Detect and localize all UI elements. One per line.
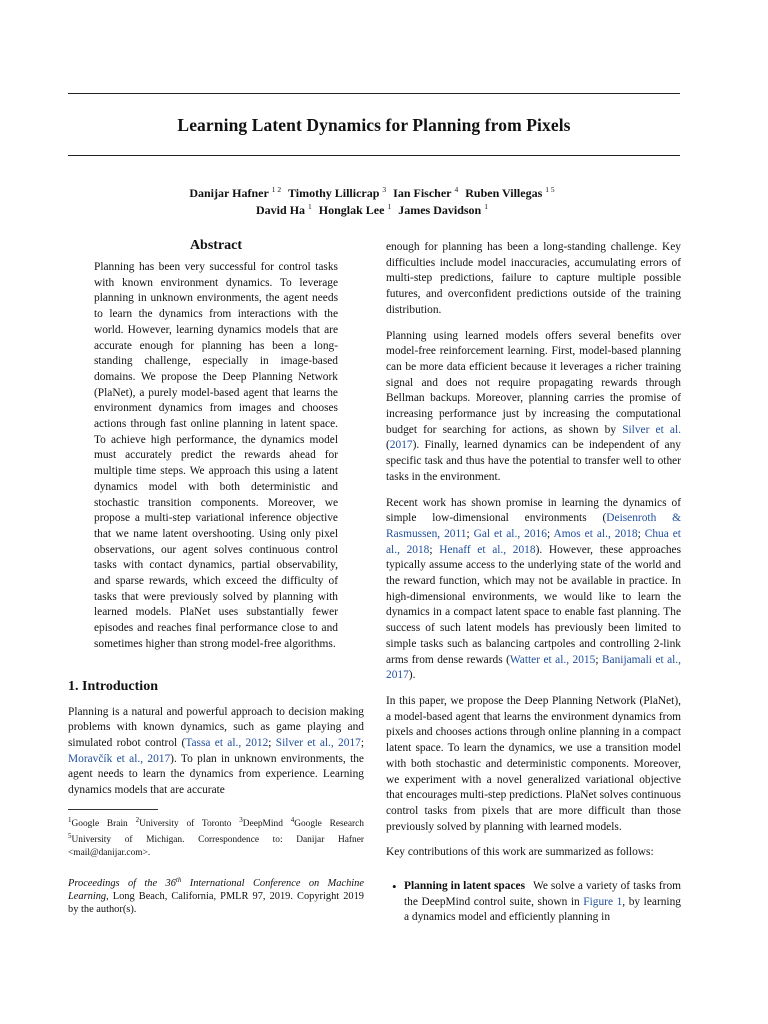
citation-link[interactable]: Henaff et al., 2018 — [439, 543, 536, 556]
abstract-text: Planning has been very successful for control tasks with known environment dynamics. To leverage planning in unknown environments, the agent needs to learn the dynamics from interactions with the world. However, learning dynamics models that are accurate enough for planning has been a long-standing challenge, especially in image-based domains. We propose the Deep Planning Network (PlaNet), a purely model-based agent that learns the environment dynamics from images and chooses actions through fast online planning in latent space. To achieve high performance, the dynamics model must accurately predict the rewards ahead for multiple time steps. We approach this using a latent dynamics model with both deterministic and stochastic transition components. Moreover, we propose a multi-step variational inference objective that we name latent overshooting. Using only pixel observations, our agent solves continuous control tasks with contact dynamics, partial observability, and sparse rewards, which exceed the difficulty of tasks that were previously solved by planning with learned models. PlaNet uses substantially fewer episodes and reaches final performance close to and sometimes higher than strong model-free algorithms. — [94, 261, 338, 650]
text-span: Planning is a natural and powerful approach to decision making problems with known dynamics, such as game playing and simulated robot control ( — [68, 705, 364, 749]
citation-link[interactable]: Amos et al., 2018 — [553, 527, 638, 540]
citation-link[interactable]: Silver et al., 2017 — [275, 736, 361, 749]
body-paragraph — [386, 496, 681, 684]
text-span: ). To plan in unknown environments, the agent needs to learn the dynamics from experience. Learning dynamics models that are accurate — [68, 752, 364, 797]
footnote-mark: 1 — [68, 815, 72, 824]
title-bottom-rule — [68, 155, 680, 156]
body-paragraph: In this paper, we propose the Deep Planning Network (PlaNet), a model-based agent that learns the environment dynamics from pixels and chooses actions through online planning in a compact latent space. To learn the dynamics, we use a transition model with both stochastic and deterministic components. Moreover, we experiment with a novel generalized variational objective that encourages multi-step predictions. PlaNet solves continuous control tasks from pixels that are more difficult than those previously solved by planning with learned models. — [386, 694, 681, 833]
body-paragraph: enough for planning has been a long-standing challenge. Key difficulties include model inaccuracies, accumulating errors of multi-step predictions, failure to capture multiple possible futures, and overconfident predictions outside of the training distribution. — [386, 241, 681, 316]
text-span: , Long Beach, California, PMLR 97, 2019. Copyright 2019 by the author(s). — [68, 890, 364, 916]
bullet-icon: • — [392, 879, 397, 895]
author-name: Honglak Lee — [318, 203, 385, 217]
citation-link[interactable]: Deisenroth & Rasmussen, 2011 — [386, 512, 681, 540]
figure-link[interactable]: Figure 1 — [583, 895, 623, 908]
body-paragraph — [386, 329, 681, 486]
author-affiliation: 1 — [484, 202, 488, 211]
abstract-heading: Abstract — [189, 238, 243, 253]
citation-link[interactable]: Chua et al., 2018 — [386, 527, 681, 556]
introduction-heading: 1. Introduction — [68, 678, 158, 694]
contribution-bullet — [386, 879, 681, 926]
text-span: , by learning a dynamics model and efficiently planning in — [404, 895, 681, 924]
text-span: ; — [466, 527, 474, 540]
top-rule — [68, 93, 680, 94]
author-name: Danijar Hafner — [189, 186, 269, 200]
text-span: ). Finally, learned dynamics can be independent of any specific task and thus have the potential to transfer well to other tasks in the environment. — [386, 439, 681, 483]
footnote-mark: 2 — [135, 815, 140, 824]
text-span: University of Michigan. Correspondence to: Danijar Hafner <mail@danijar.com>. — [68, 835, 364, 858]
author-name: Ruben Villegas — [465, 186, 543, 200]
footnote-mark: 4 — [290, 815, 295, 824]
text-span: ; — [268, 736, 276, 749]
text-span: Recent work has shown promise in learning the dynamics of simple low-dimensional environments ( — [386, 496, 681, 525]
author-name: David Ha — [256, 203, 306, 217]
paper-title: Learning Latent Dynamics for Planning from Pixels — [177, 115, 571, 135]
author-affiliation: 4 — [454, 185, 459, 194]
authors-line-2 — [68, 198, 680, 219]
right-column — [386, 240, 681, 926]
footnote-mark: 3 — [239, 815, 243, 824]
text-span: ). — [408, 669, 416, 682]
author-affiliation: 3 — [382, 185, 387, 194]
author-name: James Davidson — [398, 203, 482, 217]
text-span: Proceedings of the 36 — [68, 877, 176, 889]
citation-link[interactable]: 2017 — [389, 439, 413, 452]
text-span: ; — [595, 653, 602, 666]
author-affiliation: 1 — [308, 202, 312, 211]
left-column — [68, 238, 364, 916]
affiliation-footnote — [68, 814, 364, 860]
text-span: ; — [360, 736, 365, 749]
author-affiliation: 1 2 — [271, 185, 282, 194]
text-span: ; — [637, 527, 645, 540]
introduction-paragraph — [68, 705, 364, 799]
text-span: Planning using learned models offers several benefits over model-free reinforcement learning. First, model-based planning can be more data efficient because it leverages a richer training signal and does not require propagating rewards through Bellman backups. Moreover, planning carries the promise of increasing performance just by increasing the computational budget for searching for actions, as shown by — [386, 329, 681, 436]
citation-link[interactable]: Silver et al. — [622, 423, 681, 436]
citation-link[interactable]: Tassa et al., 2012 — [185, 736, 269, 749]
text-span: ). However, these approaches typically assume access to the underlying state of the world and the reward function, which may not be available in practice. In high-dimensional environments, we would like to learn the dynamics in a compact latent space to enable fast planning. The success of such latent models has previously been limited to simple tasks such as balancing cartpoles and controlling 2-link arms from dense rewards ( — [386, 543, 682, 666]
text-span: Google Brain — [71, 818, 136, 829]
bullet-lead: Planning in latent spaces — [404, 880, 526, 893]
footnote-mark: 5 — [68, 832, 72, 841]
contributions-intro: Key contributions of this work are summarized as follows: — [386, 846, 654, 859]
text-span: Google Research — [294, 818, 364, 829]
text-span: ; — [546, 527, 554, 540]
citation-link[interactable]: Gal et al., 2016 — [473, 527, 547, 540]
author-affiliation: 1 5 — [545, 185, 555, 194]
text-span: ; — [429, 543, 440, 556]
text-span: University of Toronto — [139, 818, 240, 829]
proceedings-note — [68, 874, 364, 917]
citation-link[interactable]: Watter et al., 2015 — [509, 653, 596, 666]
text-span: th — [175, 875, 182, 884]
text-span: International Conference on Machine Learning — [68, 877, 364, 902]
text-span: DeepMind — [242, 818, 291, 829]
citation-link[interactable]: Banijamali et al., 2017 — [386, 653, 681, 682]
text-span: We solve a variety of tasks from the DeepMind control suite, shown in — [404, 880, 681, 908]
author-affiliation: 1 — [387, 202, 392, 211]
footnote-rule — [68, 809, 158, 810]
author-name: Ian Fischer — [393, 186, 452, 200]
citation-link[interactable]: Moravčík et al., 2017 — [68, 752, 171, 765]
author-name: Timothy Lillicrap — [287, 186, 380, 200]
text-span: ( — [386, 439, 390, 452]
